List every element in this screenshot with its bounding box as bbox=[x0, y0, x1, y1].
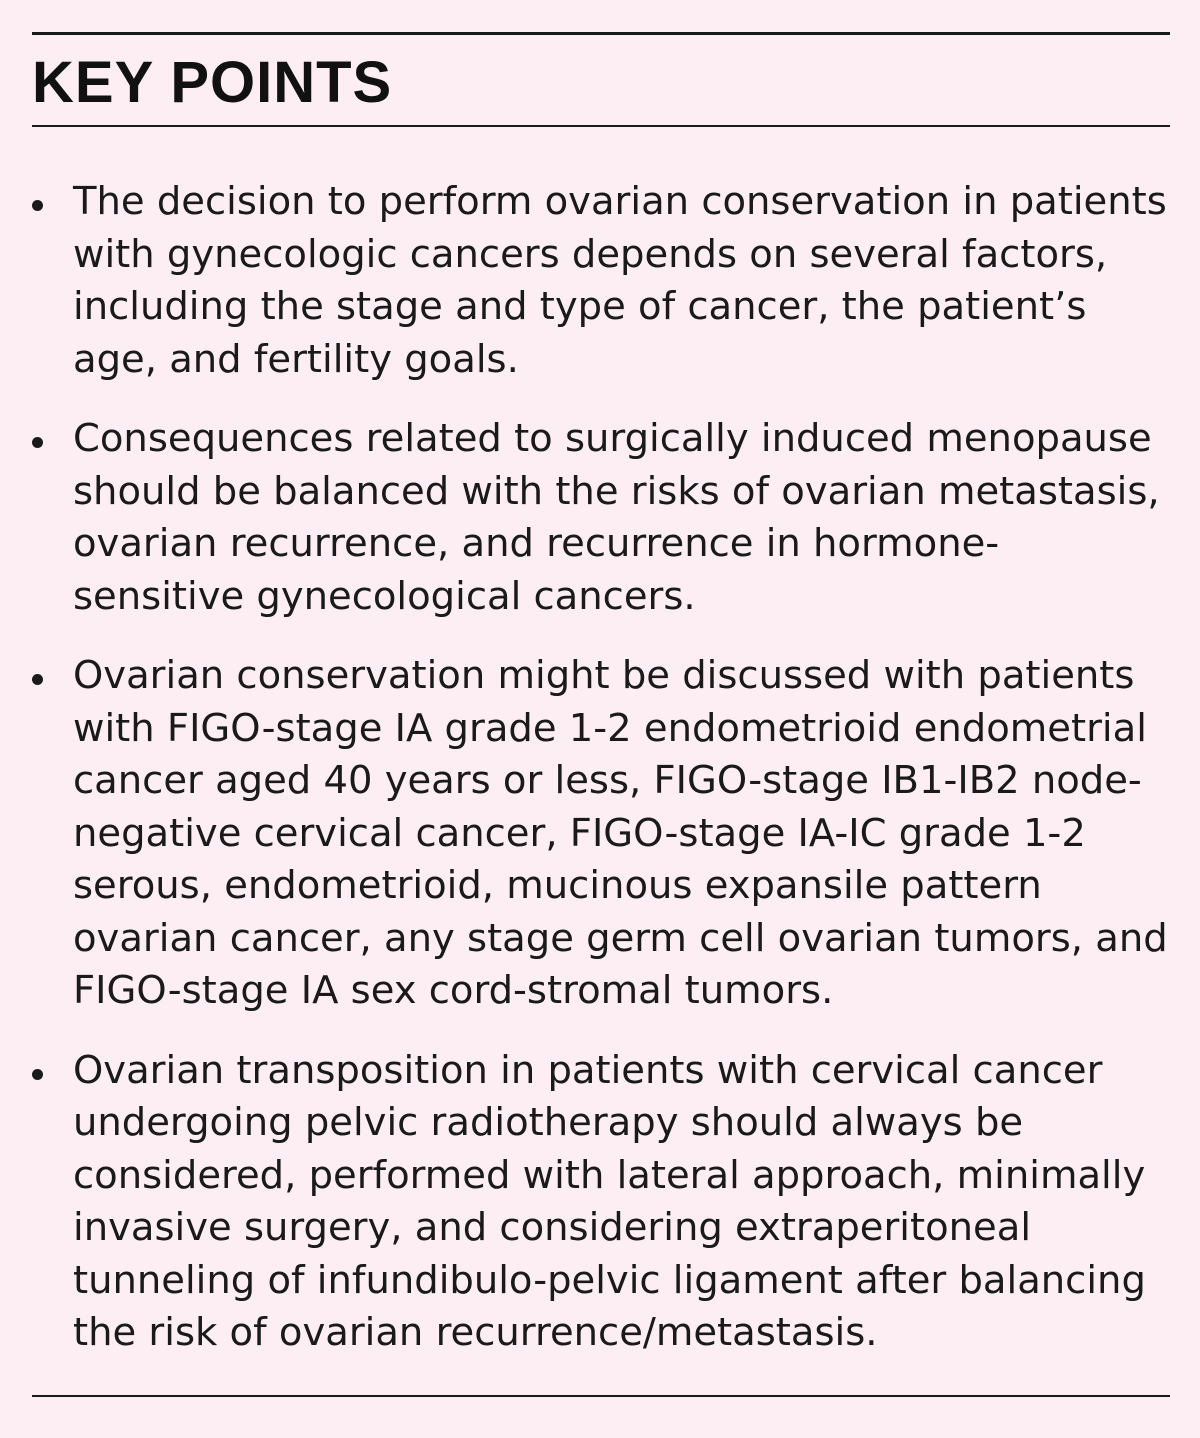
key-point-item bbox=[32, 1045, 1170, 1360]
key-point-item bbox=[32, 650, 1170, 1018]
key-point-item bbox=[32, 176, 1170, 386]
heading-divider bbox=[32, 125, 1170, 127]
bottom-rule bbox=[32, 1395, 1170, 1397]
bullet-icon bbox=[32, 674, 43, 685]
key-point-item bbox=[32, 413, 1170, 623]
bullet-icon bbox=[32, 200, 43, 211]
bullet-icon bbox=[32, 1069, 43, 1080]
key-point-text: Ovarian conservation might be discussed with patients with FIGO-stage IA grade 1-2 endometrioid endometrial cancer aged 40 years or less, FIGO-stage IB1-IB2 node-negative cervical cancer, FIGO-stage IA-IC grade 1-2 serous, endometrioid, mucinous expansile pattern ovarian cancer, any stage germ cell ovarian tumors, and FIGO-stage IA sex cord-stromal tumors. bbox=[73, 653, 1168, 1013]
bullet-icon bbox=[32, 437, 43, 448]
key-points-heading: KEY POINTS bbox=[32, 50, 393, 115]
key-point-text: Consequences related to surgically induced menopause should be balanced with the risks of ovarian metastasis, ovarian recurrence, and recurrence in hormone-sensitive gynecological cancers. bbox=[73, 416, 1160, 619]
top-rule bbox=[32, 32, 1170, 35]
key-point-text: The decision to perform ovarian conservation in patients with gynecologic cancers depends on several factors, including the stage and type of cancer, the patient’s age, and fertility goals. bbox=[73, 179, 1167, 382]
key-points-list bbox=[32, 176, 1170, 1387]
key-point-text: Ovarian transposition in patients with cervical cancer undergoing pelvic radiotherapy should always be considered, performed with lateral approach, minimally invasive surgery, and considering extraperitoneal tunneling of infundibulo-pelvic ligament after balancing the risk of ovarian recurrence/metastasis. bbox=[73, 1047, 1146, 1355]
